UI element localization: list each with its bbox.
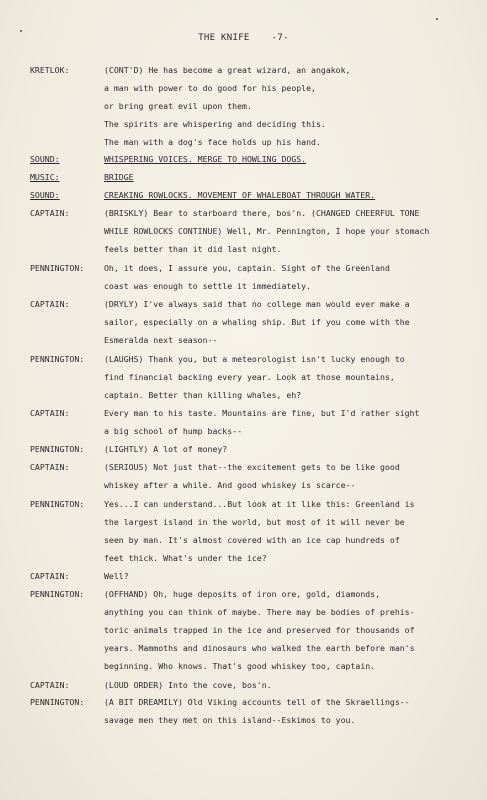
dialogue-text: Esmeralda next season-- — [104, 335, 218, 345]
dialogue-text: (SERIOUS) Not just that--the excitement gets to be like good — [104, 462, 400, 472]
dialogue-text: toric animals trapped in the ice and preserved for thousands of — [104, 625, 415, 635]
speaker-label: SOUND: — [30, 190, 60, 200]
dialogue-text: years. Mammoths and dinosaurs who walked the earth before man's — [104, 643, 415, 653]
dialogue-text: (A BIT DREAMILY) Old Viking accounts tell of the Skraellings-- — [104, 697, 410, 707]
dialogue-text: The spirits are whispering and deciding this. — [104, 119, 326, 129]
dialogue-text: coast was enough to settle it immediately. — [104, 281, 312, 291]
dialogue-text: a big school of hump backs-- — [104, 426, 243, 436]
dialogue-text: seen by man. It's almost covered with an ice cap hundreds of — [104, 535, 400, 545]
dialogue-text: (OFFHAND) Oh, huge deposits of iron ore, gold, diamonds, — [104, 589, 381, 599]
page-header — [0, 33, 487, 43]
dialogue-text: Yes...I can understand...But look at it like this: Greenland is — [104, 499, 415, 509]
dialogue-text: beginning. Who knows. That's good whiskey too, captain. — [104, 661, 376, 671]
page-speck — [20, 30, 22, 32]
speaker-label: KRETLOK: — [30, 65, 70, 75]
speaker-label: PENNINGTON: — [30, 263, 85, 273]
speaker-label: PENNINGTON: — [30, 697, 85, 707]
dialogue-text: a man with power to do good for his people, — [104, 83, 316, 93]
speaker-label: MUSIC: — [30, 172, 60, 182]
dialogue-text: captain. Better than killing whales, eh? — [104, 390, 302, 400]
speaker-label: CAPTAIN: — [30, 571, 70, 581]
dialogue-text: whiskey after a while. And good whiskey is scarce-- — [104, 480, 356, 490]
dialogue-text: (BRISKLY) Bear to starboard there, bos'n. (CHANGED CHEERFUL TONE — [104, 208, 420, 218]
dialogue-text: savage men they met on this island--Eskimos to you. — [104, 715, 356, 725]
dialogue-text: Oh, it does, I assure you, captain. Sight of the Greenland — [104, 263, 390, 273]
speaker-label: CAPTAIN: — [30, 408, 70, 418]
dialogue-text: Every man to his taste. Mountains are fine, but I'd rather sight — [104, 408, 420, 418]
script-title: THE KNIFE — [198, 33, 250, 43]
dialogue-text: WHILE ROWLOCKS CONTINUE) Well, Mr. Pennington, I hope your stomach — [104, 226, 430, 236]
speaker-label: CAPTAIN: — [30, 680, 70, 690]
speaker-label: PENNINGTON: — [30, 354, 85, 364]
dialogue-text: (LOUD ORDER) Into the cove, bos'n. — [104, 680, 272, 690]
dialogue-text: The man with a dog's face holds up his hand. — [104, 137, 321, 147]
dialogue-text: feels better than it did last night. — [104, 244, 282, 254]
dialogue-text: (DRYLY) I've always said that no college man would ever make a — [104, 299, 410, 309]
page-speck — [436, 18, 438, 20]
dialogue-text: CREAKING ROWLOCKS. MOVEMENT OF WHALEBOAT THROUGH WATER. — [104, 190, 376, 200]
dialogue-text: (CONT'D) He has become a great wizard, an angakok, — [104, 65, 351, 75]
page-number: -7- — [271, 33, 289, 43]
dialogue-text: anything you can think of maybe. There may be bodies of prehis- — [104, 607, 415, 617]
dialogue-text: BRIDGE — [104, 172, 134, 182]
dialogue-text: (LIGHTLY) A lot of money? — [104, 444, 228, 454]
dialogue-text: or bring great evil upon them. — [104, 101, 252, 111]
speaker-label: PENNINGTON: — [30, 499, 85, 509]
dialogue-text: WHISPERING VOICES. MERGE TO HOWLING DOGS. — [104, 154, 307, 164]
dialogue-text: (LAUGHS) Thank you, but a meteorologist isn't lucky enough to — [104, 354, 405, 364]
dialogue-text: the largest island in the world, but most of it will never be — [104, 517, 405, 527]
speaker-label: CAPTAIN: — [30, 299, 70, 309]
speaker-label: SOUND: — [30, 154, 60, 164]
speaker-label: CAPTAIN: — [30, 208, 70, 218]
speaker-label: PENNINGTON: — [30, 589, 85, 599]
dialogue-text: find financial backing every year. Look at those mountains, — [104, 372, 395, 382]
dialogue-text: feet thick. What's under the ice? — [104, 553, 267, 563]
speaker-label: PENNINGTON: — [30, 444, 85, 454]
dialogue-text: sailor, especially on a whaling ship. But if you come with the — [104, 317, 410, 327]
speaker-label: CAPTAIN: — [30, 462, 70, 472]
dialogue-text: Well? — [104, 571, 129, 581]
